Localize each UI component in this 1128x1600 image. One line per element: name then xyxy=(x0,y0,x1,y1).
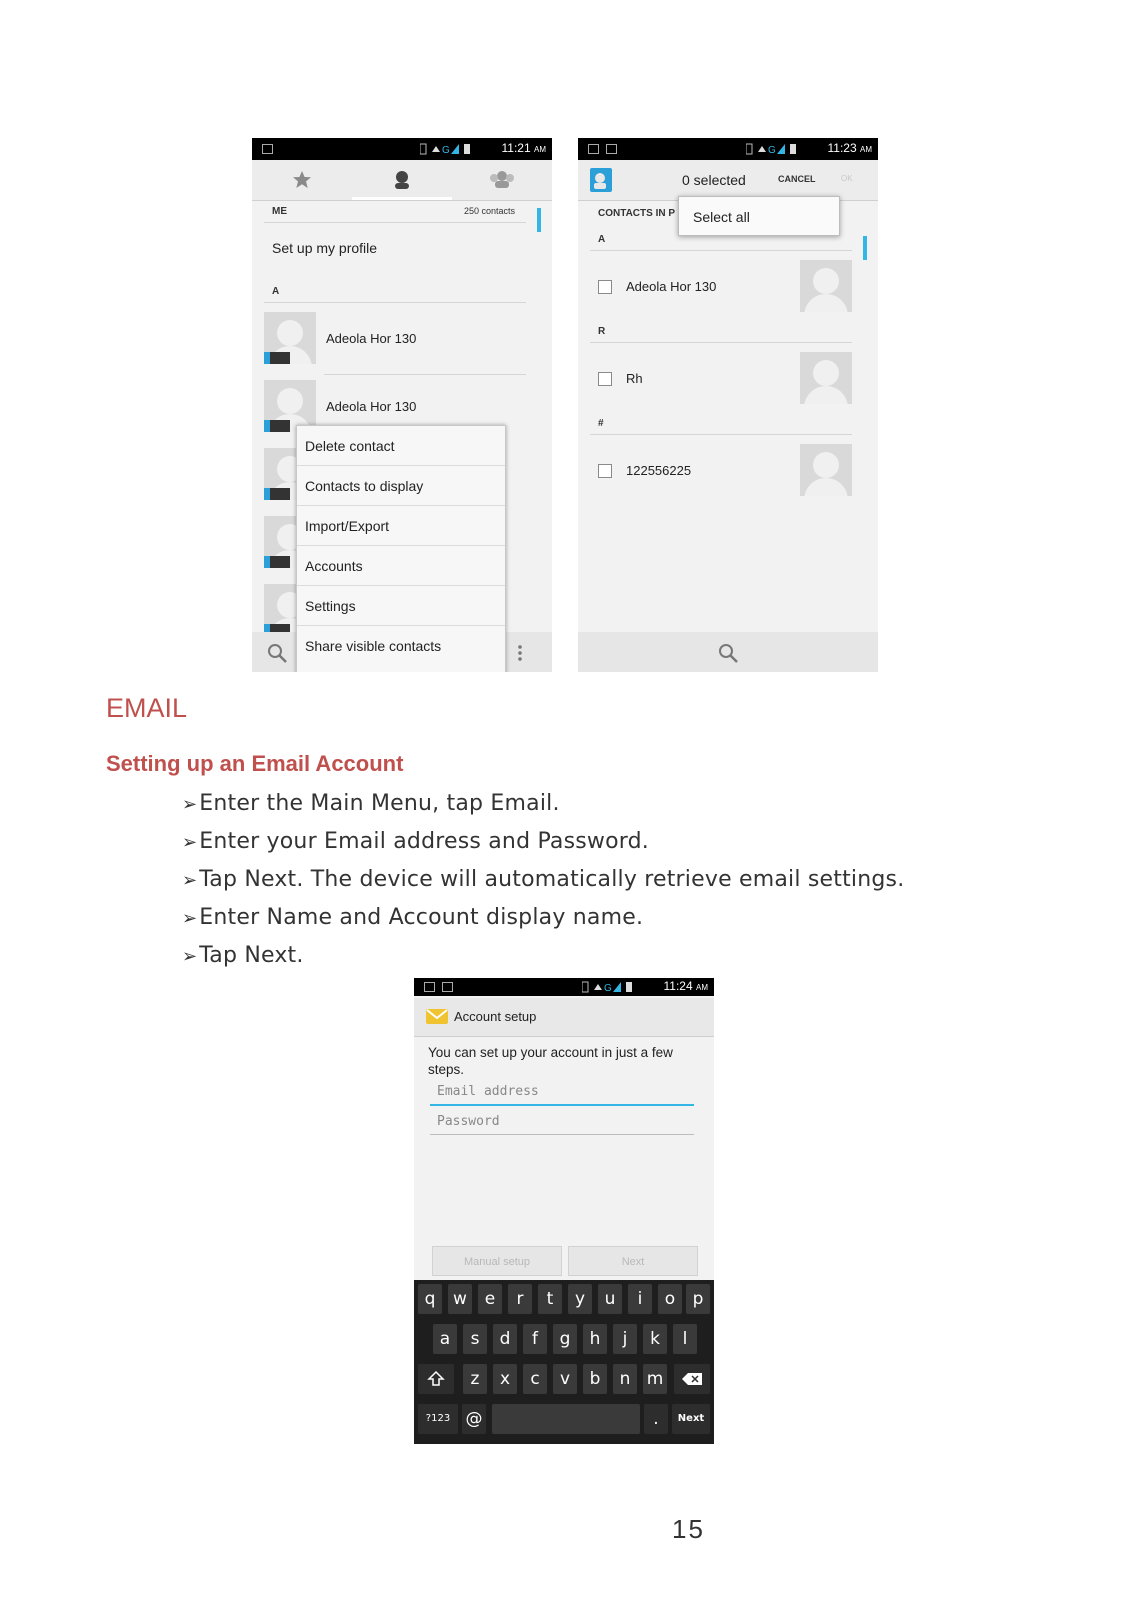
notification-icon xyxy=(262,144,273,154)
overflow-menu-icon[interactable] xyxy=(517,644,523,662)
step-item: ➢Tap Next. The device will automatically retrieve email settings. xyxy=(182,867,905,892)
key-x[interactable]: x xyxy=(493,1364,517,1394)
ok-button[interactable]: OK xyxy=(841,174,853,183)
key-l[interactable]: l xyxy=(673,1324,697,1354)
signal-wifi-battery-icon xyxy=(746,142,806,156)
email-app-icon xyxy=(426,1007,450,1025)
key-n[interactable]: n xyxy=(613,1364,637,1394)
subheading-setting-up-email: Setting up an Email Account xyxy=(106,751,404,776)
contact-checkbox[interactable] xyxy=(598,464,612,478)
space-key[interactable] xyxy=(492,1404,640,1434)
arrow-bullet-icon: ➢ xyxy=(182,908,198,929)
contact-count: 250 contacts xyxy=(464,206,516,216)
scroll-indicator xyxy=(863,236,867,260)
key-t[interactable]: t xyxy=(538,1284,562,1314)
account-setup-title-bar xyxy=(414,998,714,1037)
notification-icon xyxy=(442,982,453,992)
svg-text:G: G xyxy=(768,145,776,156)
setup-profile-item[interactable]: Set up my profile xyxy=(272,240,378,256)
contact-name[interactable]: Adeola Hor 130 xyxy=(326,399,417,414)
section-header-a: A xyxy=(272,286,280,297)
next-button[interactable]: Next xyxy=(568,1246,698,1276)
at-key[interactable]: @ xyxy=(462,1404,486,1434)
status-bar xyxy=(252,138,552,160)
select-all-popup[interactable]: Select all xyxy=(678,196,840,236)
contact-name[interactable]: Rh xyxy=(626,371,643,386)
key-v[interactable]: v xyxy=(553,1364,577,1394)
status-icons xyxy=(746,142,806,156)
keyboard-next-key[interactable]: Next xyxy=(672,1404,710,1434)
account-setup-screenshot xyxy=(414,978,714,1444)
selection-action-bar xyxy=(578,160,878,201)
manual-setup-button[interactable]: Manual setup xyxy=(432,1246,562,1276)
scroll-indicator xyxy=(537,208,541,232)
star-icon xyxy=(292,170,312,190)
key-s[interactable]: s xyxy=(463,1324,487,1354)
key-o[interactable]: o xyxy=(658,1284,682,1314)
contact-avatar xyxy=(800,444,852,496)
contact-name[interactable]: 122556225 xyxy=(626,463,692,478)
svg-text:G: G xyxy=(442,145,450,156)
contacts-screenshot xyxy=(252,138,552,672)
section-header: # xyxy=(598,418,604,429)
svg-text:G: G xyxy=(604,983,612,994)
person-icon xyxy=(392,170,412,190)
divider xyxy=(590,342,852,343)
step-item: ➢Enter the Main Menu, tap Email. xyxy=(182,791,560,816)
key-c[interactable]: c xyxy=(523,1364,547,1394)
contact-avatar[interactable] xyxy=(264,312,316,364)
key-i[interactable]: i xyxy=(628,1284,652,1314)
arrow-bullet-icon: ➢ xyxy=(182,946,198,967)
status-icons xyxy=(582,980,642,994)
step-item: ➢Tap Next. xyxy=(182,943,304,968)
divider xyxy=(590,434,852,435)
options-menu xyxy=(296,425,506,672)
arrow-bullet-icon: ➢ xyxy=(182,832,198,853)
status-time: 11:21 AM xyxy=(501,141,546,155)
section-header: R xyxy=(598,326,606,337)
divider xyxy=(264,302,526,303)
key-e[interactable]: e xyxy=(478,1284,502,1314)
search-icon[interactable] xyxy=(266,642,288,664)
key-b[interactable]: b xyxy=(583,1364,607,1394)
backspace-key[interactable] xyxy=(674,1364,710,1394)
me-section-header: ME xyxy=(272,206,287,217)
menu-item-settings[interactable]: Settings xyxy=(297,586,505,626)
password-field[interactable]: Password xyxy=(430,1108,694,1135)
arrow-bullet-icon: ➢ xyxy=(182,794,198,815)
contact-avatar xyxy=(800,260,852,312)
group-icon xyxy=(489,170,515,190)
divider xyxy=(590,250,852,251)
contacts-app-icon xyxy=(590,168,614,192)
key-z[interactable]: z xyxy=(463,1364,487,1394)
key-k[interactable]: k xyxy=(643,1324,667,1354)
notification-icon xyxy=(424,982,435,992)
menu-item-import-export[interactable]: Import/Export xyxy=(297,506,505,546)
page-number: 15 xyxy=(672,1514,705,1544)
contact-checkbox[interactable] xyxy=(598,280,612,294)
section-header: A xyxy=(598,234,606,245)
key-p[interactable]: p xyxy=(686,1284,710,1314)
signal-wifi-battery-icon xyxy=(420,142,480,156)
divider xyxy=(324,374,526,375)
shift-key[interactable] xyxy=(418,1364,454,1394)
key-f[interactable]: f xyxy=(523,1324,547,1354)
key-h[interactable]: h xyxy=(583,1324,607,1354)
step-item: ➢Enter Name and Account display name. xyxy=(182,905,644,930)
tab-contacts[interactable] xyxy=(352,160,452,200)
key-g[interactable]: g xyxy=(553,1324,577,1354)
section-heading-email: EMAIL xyxy=(106,693,188,723)
notification-icon xyxy=(588,144,599,154)
step-item: ➢Enter your Email address and Password. xyxy=(182,829,649,854)
tab-favorites[interactable] xyxy=(252,160,352,200)
select-contacts-screenshot xyxy=(578,138,878,672)
contact-name[interactable]: Adeola Hor 130 xyxy=(326,331,417,346)
contacts-tab-bar xyxy=(252,160,552,201)
period-key[interactable]: . xyxy=(644,1404,668,1434)
menu-item-delete-contact[interactable]: Delete contact xyxy=(297,426,505,466)
page-title: Account setup xyxy=(454,1009,537,1024)
contact-checkbox[interactable] xyxy=(598,372,612,386)
contact-avatar xyxy=(800,352,852,404)
signal-wifi-battery-icon xyxy=(582,980,642,994)
cancel-button[interactable]: CANCEL xyxy=(778,174,816,184)
tab-groups[interactable] xyxy=(452,160,552,200)
key-w[interactable]: w xyxy=(448,1284,472,1314)
divider xyxy=(264,222,526,223)
contacts-in-header: CONTACTS IN P xyxy=(598,208,676,219)
key-q[interactable]: q xyxy=(418,1284,442,1314)
key-j[interactable]: j xyxy=(613,1324,637,1354)
arrow-bullet-icon: ➢ xyxy=(182,870,198,891)
menu-item-contacts-to-display[interactable]: Contacts to display xyxy=(297,466,505,506)
setup-intro-text: You can set up your account in just a few steps. xyxy=(428,1045,673,1077)
soft-keyboard xyxy=(414,1280,714,1444)
backspace-icon xyxy=(681,1372,703,1386)
key-d[interactable]: d xyxy=(493,1324,517,1354)
symbols-key[interactable]: ?123 xyxy=(418,1404,458,1434)
status-time: 11:24 AM xyxy=(663,979,708,993)
status-bar xyxy=(578,138,878,160)
select-bottom-bar xyxy=(578,632,878,672)
selected-count[interactable]: 0 selected xyxy=(682,172,746,188)
status-bar xyxy=(414,978,714,996)
key-u[interactable]: u xyxy=(598,1284,622,1314)
menu-item-accounts[interactable]: Accounts xyxy=(297,546,505,586)
status-time: 11:23 AM xyxy=(827,141,872,155)
menu-item-share-visible-contacts[interactable]: Share visible contacts xyxy=(305,638,442,654)
notification-icon xyxy=(606,144,617,154)
status-icons xyxy=(420,142,480,156)
search-icon[interactable] xyxy=(717,642,739,664)
key-m[interactable]: m xyxy=(643,1364,667,1394)
key-a[interactable]: a xyxy=(433,1324,457,1354)
email-field[interactable]: Email address xyxy=(430,1078,694,1106)
key-y[interactable]: y xyxy=(568,1284,592,1314)
key-r[interactable]: r xyxy=(508,1284,532,1314)
shift-icon xyxy=(427,1370,445,1388)
contact-name[interactable]: Adeola Hor 130 xyxy=(626,279,717,294)
